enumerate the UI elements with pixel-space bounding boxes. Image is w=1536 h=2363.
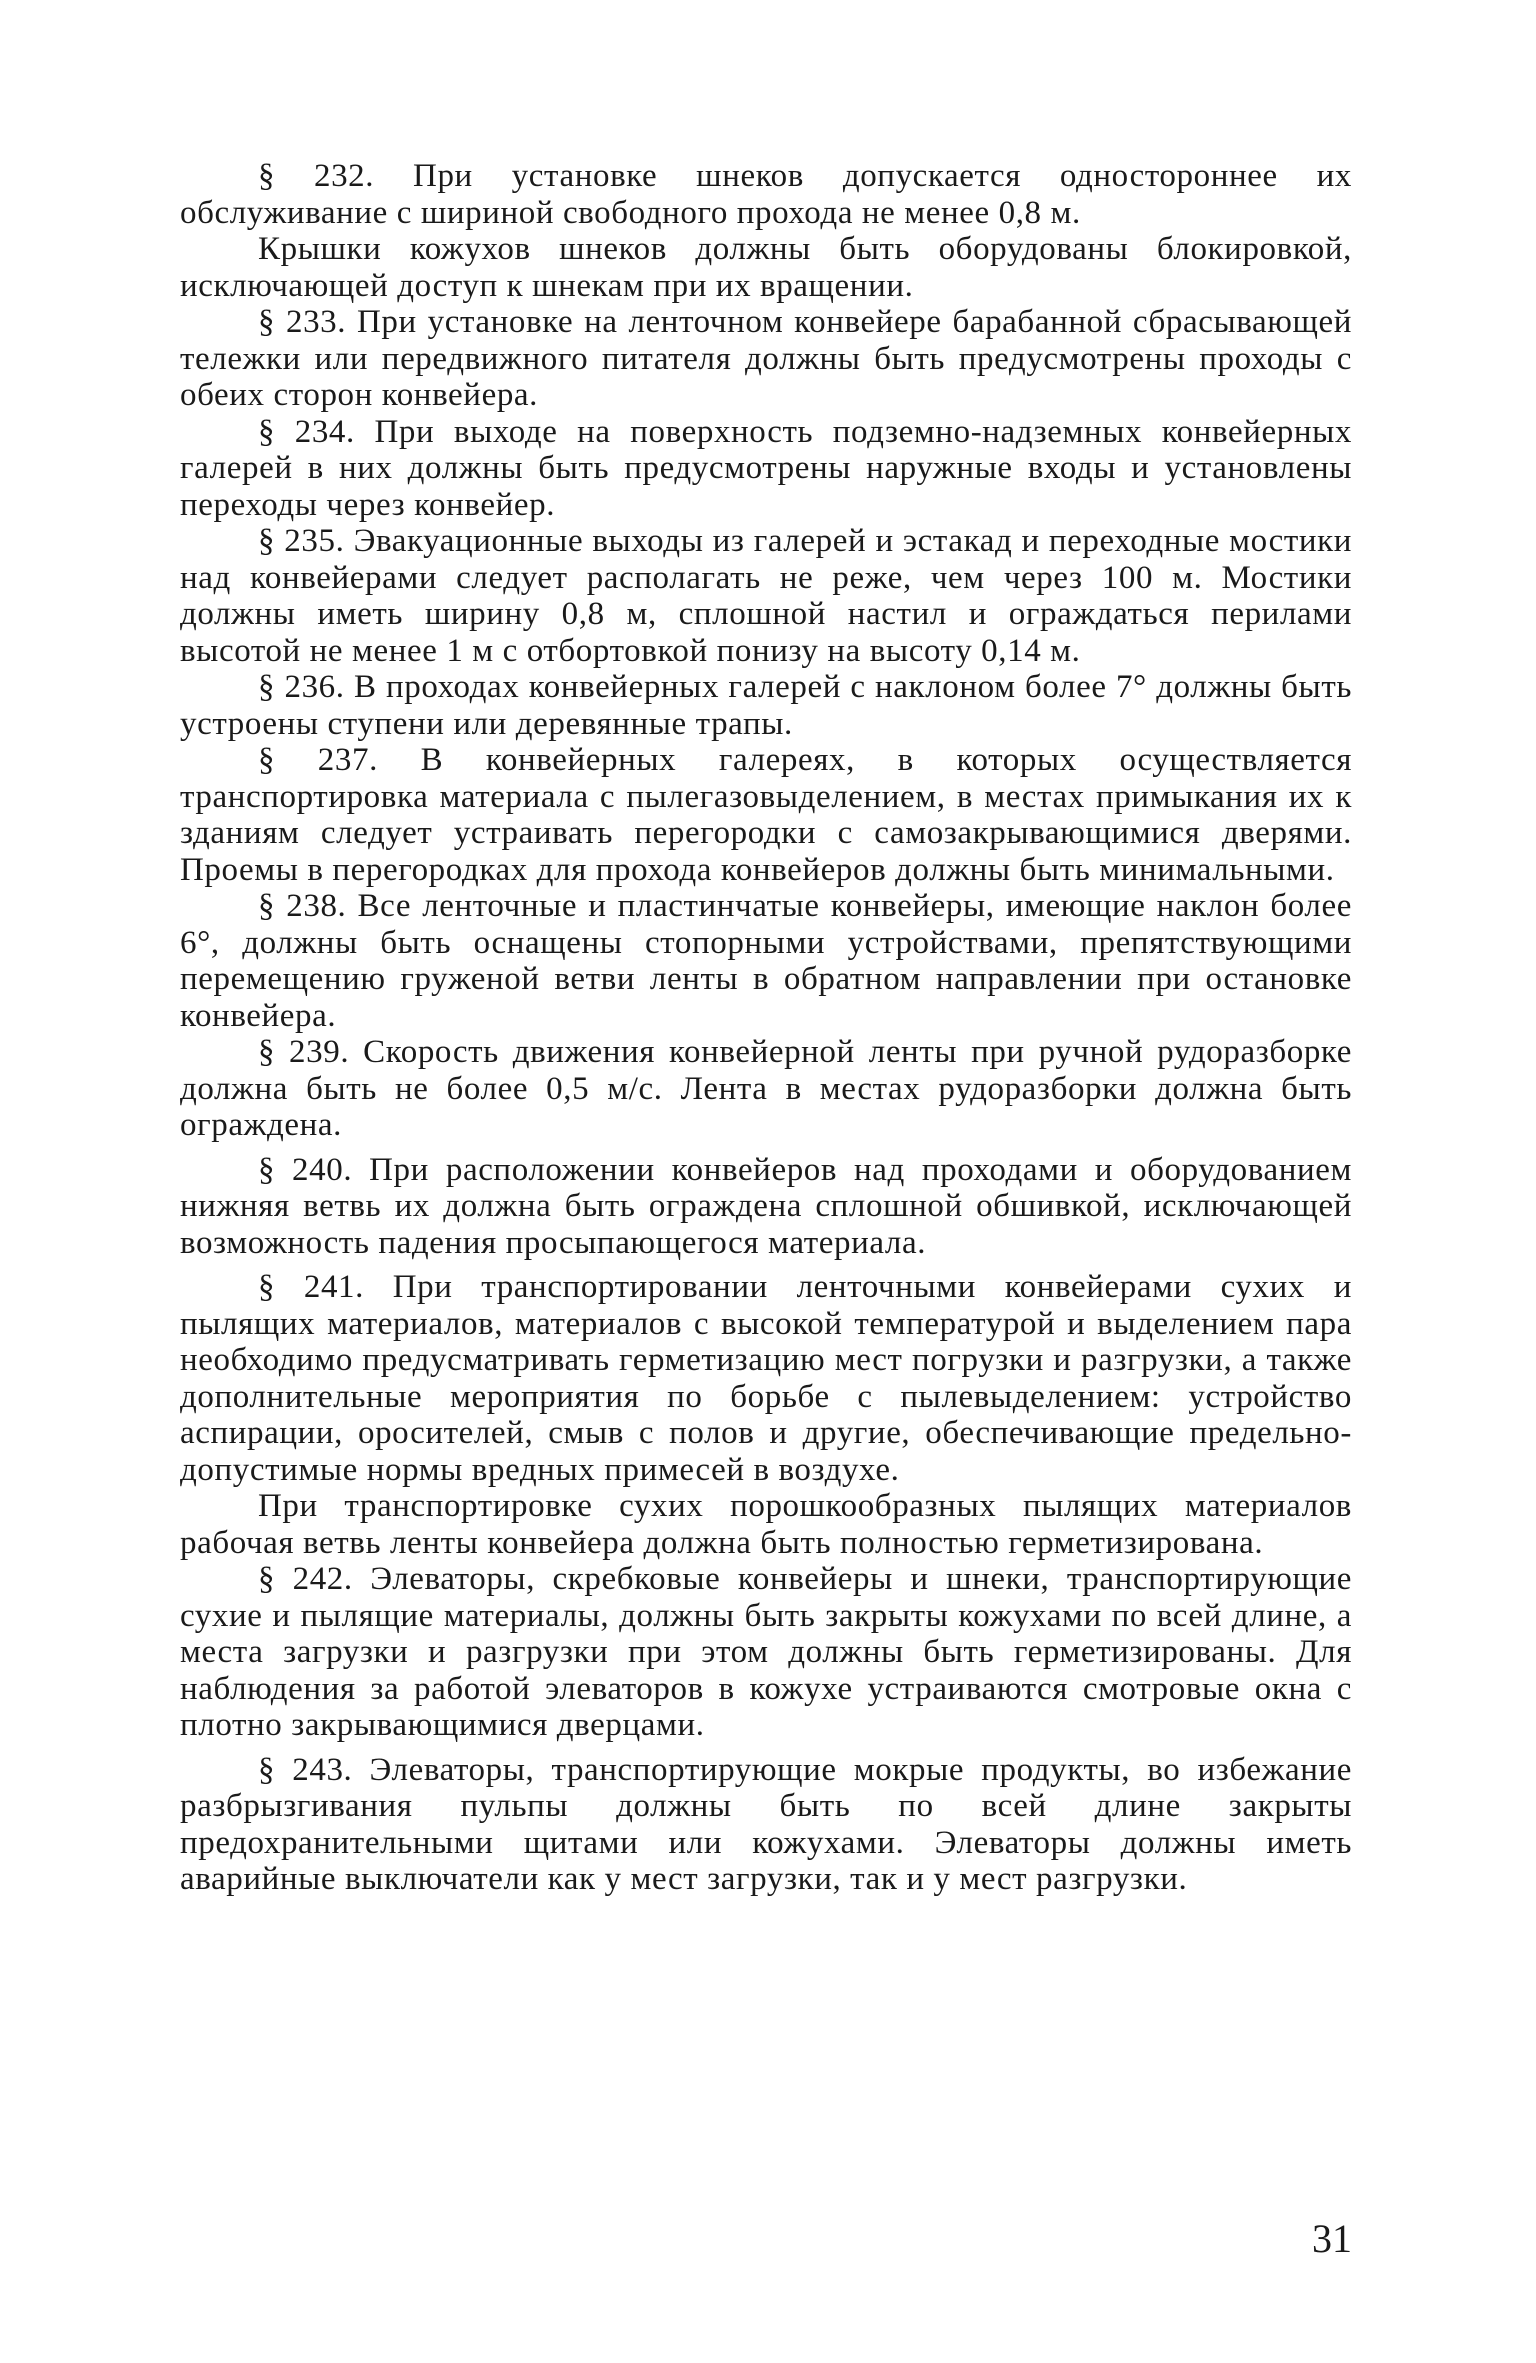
- page-number: 31: [1312, 2216, 1352, 2261]
- paragraph-232: § 232. При установке шнеков допускается одностороннее их обслуживание с шириной свободного прохода не менее 0,8 м.: [180, 158, 1352, 231]
- paragraph-236: § 236. В проходах конвейерных галерей с наклоном более 7° должны быть устроены ступени или деревянные трапы.: [180, 669, 1352, 742]
- document-body: [180, 158, 1352, 1898]
- paragraph-240: § 240. При расположении конвейеров над проходами и оборудованием нижняя ветвь их должна быть ограждена сплошной обшивкой, исключающей возможность падения просыпающегося материала.: [180, 1151, 1352, 1261]
- paragraph-239: § 239. Скорость движения конвейерной ленты при ручной рудоразборке должна быть не более 0,5 м/с. Лента в местах рудоразборки должна быть ограждена.: [180, 1034, 1352, 1143]
- paragraph-241-powders: При транспортировке сухих порошкообразных пылящих материалов рабочая ветвь ленты конвейера должна быть полностью герметизирована.: [180, 1488, 1352, 1561]
- paragraph-232-covers: Крышки кожухов шнеков должны быть оборудованы блокировкой, исключающей доступ к шнекам при их вращении.: [180, 231, 1352, 304]
- paragraph-243: § 243. Элеваторы, транспортирующие мокрые продукты, во избежание разбрызгивания пульпы должны быть по всей длине закрыты предохранительными щитами или кожухами. Элеваторы должны иметь аварийные выключатели как у мест загрузки, так и у мест разгрузки.: [180, 1751, 1352, 1897]
- paragraph-241: § 241. При транспортировании ленточными конвейерами сухих и пылящих материалов, материалов с высокой температурой и выделением пара необходимо предусматривать герметизацию мест погрузки и разгрузки, а также дополнительные мероприятия по борьбе с пылевыделением: устройство аспирации, оросителей, смыв с полов и другие, обеспечивающие предельно-допустимые нормы вредных примесей в воздухе.: [180, 1269, 1352, 1488]
- paragraph-242: § 242. Элеваторы, скребковые конвейеры и шнеки, транспортирующие сухие и пылящие материалы, должны быть закрыты кожухами по всей длине, а места загрузки и разгрузки при этом должны быть герметизированы. Для наблюдения за работой элеваторов в кожухе устраиваются смотровые окна с плотно закрывающимися дверцами.: [180, 1561, 1352, 1743]
- paragraph-235: § 235. Эвакуационные выходы из галерей и эстакад и переходные мостики над конвейерами следует располагать не реже, чем через 100 м. Мостики должны иметь ширину 0,8 м, сплошной настил и ограждаться перилами высотой не менее 1 м с отбортовкой понизу на высоту 0,14 м.: [180, 523, 1352, 669]
- paragraph-233: § 233. При установке на ленточном конвейере барабанной сбрасывающей тележки или передвижного питателя должны быть предусмотрены проходы с обеих сторон конвейера.: [180, 304, 1352, 413]
- paragraph-237: § 237. В конвейерных галереях, в которых осуществляется транспортировка материала с пылегазовыделением, в местах примыкания их к зданиям следует устраивать перегородки с самозакрывающимися дверями. Проемы в перегородках для прохода конвейеров должны быть минимальными.: [180, 742, 1352, 888]
- paragraph-234: § 234. При выходе на поверхность подземно-надземных конвейерных галерей в них должны быть предусмотрены наружные входы и установлены переходы через конвейер.: [180, 413, 1352, 523]
- paragraph-238: § 238. Все ленточные и пластинчатые конвейеры, имеющие наклон более 6°, должны быть оснащены стопорными устройствами, препятствующими перемещению груженой ветви ленты в обратном направлении при остановке конвейера.: [180, 888, 1352, 1034]
